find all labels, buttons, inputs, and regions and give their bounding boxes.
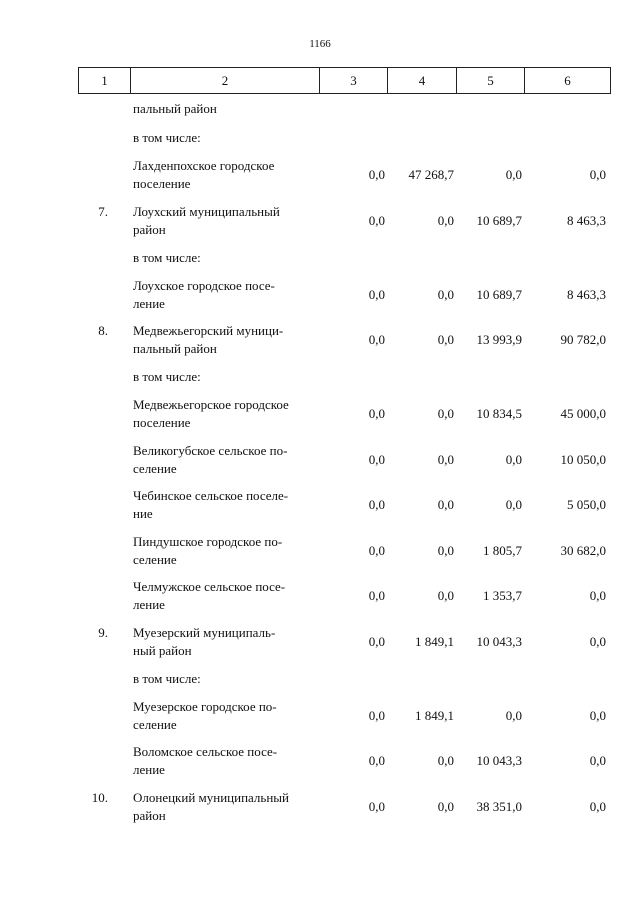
cell-c3: 0,0 [368,543,385,558]
row-name-line: Медвежьегорское городское [133,397,289,412]
cell-c4: 47 268,7 [408,167,454,182]
cell-c3: 0,0 [368,634,385,649]
page-number: 1166 [309,38,331,50]
cell-c5: 13 993,9 [476,332,522,347]
row-name-line: селение [133,717,177,732]
row-name-line: Лоухский муниципальный [133,204,280,219]
cell-c5: 1 805,7 [483,543,522,558]
row-name-line: Лоухское городское посе- [133,278,275,293]
row-name-line: ние [133,506,153,521]
cell-c3: 0,0 [368,332,385,347]
row-name [133,129,323,147]
column-header-2: 2 [131,68,320,94]
cell-c6: 0,0 [589,588,606,603]
row-name-line: поселение [133,176,191,191]
row-name [133,249,323,267]
row-name-line: Муезерское городское по- [133,699,277,714]
cell-c6: 0,0 [589,634,606,649]
cell-c6: 30 682,0 [560,543,606,558]
row-name [133,203,323,239]
cell-c5: 10 043,3 [476,634,522,649]
cell-c4: 0,0 [437,406,454,421]
row-name-line: ление [133,762,165,777]
cell-c5: 0,0 [505,497,522,512]
cell-c6: 0,0 [589,167,606,182]
cell-c6: 10 050,0 [560,452,606,467]
cell-c3: 0,0 [368,406,385,421]
column-header-3: 3 [320,68,388,94]
row-name [133,100,323,118]
cell-c3: 0,0 [368,452,385,467]
cell-c3: 0,0 [368,213,385,228]
row-name-line: в том числе: [133,671,201,686]
row-name [133,624,323,660]
row-name-line: район [133,808,166,823]
row-name-line: Челмужское сельское посе- [133,579,286,594]
cell-c4: 0,0 [437,497,454,512]
cell-c6: 8 463,3 [567,287,606,302]
cell-c6: 8 463,3 [567,213,606,228]
row-number: 8. [98,323,108,338]
cell-c5: 0,0 [505,167,522,182]
row-name [133,698,323,734]
cell-c6: 5 050,0 [567,497,606,512]
cell-c6: 90 782,0 [560,332,606,347]
cell-c5: 38 351,0 [476,799,522,814]
cell-c3: 0,0 [368,588,385,603]
cell-c3: 0,0 [368,799,385,814]
cell-c5: 10 689,7 [476,213,522,228]
row-name-line: в том числе: [133,130,201,145]
row-number: 9. [98,625,108,640]
row-name-line: в том числе: [133,250,201,265]
column-header-1: 1 [79,68,131,94]
column-header-6: 6 [525,68,611,94]
cell-c4: 1 849,1 [415,708,454,723]
cell-c5: 0,0 [505,708,522,723]
row-name [133,442,323,478]
cell-c4: 0,0 [437,799,454,814]
row-name-line: Лахденпохское городское [133,158,275,173]
cell-c6: 0,0 [589,753,606,768]
row-name-line: Чебинское сельское поселе- [133,488,289,503]
row-name [133,670,323,688]
row-name-line: ление [133,597,165,612]
row-name-line: ление [133,296,165,311]
row-name [133,322,323,358]
cell-c5: 0,0 [505,452,522,467]
column-header-5: 5 [457,68,525,94]
cell-c3: 0,0 [368,753,385,768]
cell-c3: 0,0 [368,708,385,723]
cell-c6: 0,0 [589,708,606,723]
cell-c6: 0,0 [589,799,606,814]
row-name-line: Пиндушское городское по- [133,534,283,549]
cell-c4: 0,0 [437,543,454,558]
row-name [133,578,323,614]
row-name [133,396,323,432]
cell-c6: 45 000,0 [560,406,606,421]
row-name-line: поселение [133,415,191,430]
cell-c5: 10 834,5 [476,406,522,421]
cell-c4: 0,0 [437,213,454,228]
row-name [133,277,323,313]
row-name-line: селение [133,461,177,476]
column-header-4: 4 [388,68,457,94]
row-name-line: в том числе: [133,369,201,384]
row-name [133,157,323,193]
cell-c3: 0,0 [368,287,385,302]
row-name-line: Муезерский муниципаль- [133,625,276,640]
cell-c4: 0,0 [437,452,454,467]
row-name [133,368,323,386]
cell-c4: 1 849,1 [415,634,454,649]
cell-c5: 10 689,7 [476,287,522,302]
row-name-line: Олонецкий муниципальный [133,790,289,805]
cell-c4: 0,0 [437,753,454,768]
cell-c3: 0,0 [368,167,385,182]
row-name-line: Воломское сельское посе- [133,744,278,759]
table-header [78,67,611,94]
row-name-line: Великогубское сельское по- [133,443,288,458]
cell-c4: 0,0 [437,287,454,302]
cell-c3: 0,0 [368,497,385,512]
row-name [133,789,323,825]
row-name-line: Медвежьегорский муници- [133,323,284,338]
cell-c5: 10 043,3 [476,753,522,768]
cell-c5: 1 353,7 [483,588,522,603]
row-number: 10. [91,790,108,805]
row-name-line: пальный район [133,341,217,356]
row-number: 7. [98,204,108,219]
row-name-line: пальный район [133,101,217,116]
row-name [133,743,323,779]
row-name [133,533,323,569]
cell-c4: 0,0 [437,588,454,603]
row-name-line: селение [133,552,177,567]
row-name-line: район [133,222,166,237]
cell-c4: 0,0 [437,332,454,347]
row-name [133,487,323,523]
row-name-line: ный район [133,643,192,658]
